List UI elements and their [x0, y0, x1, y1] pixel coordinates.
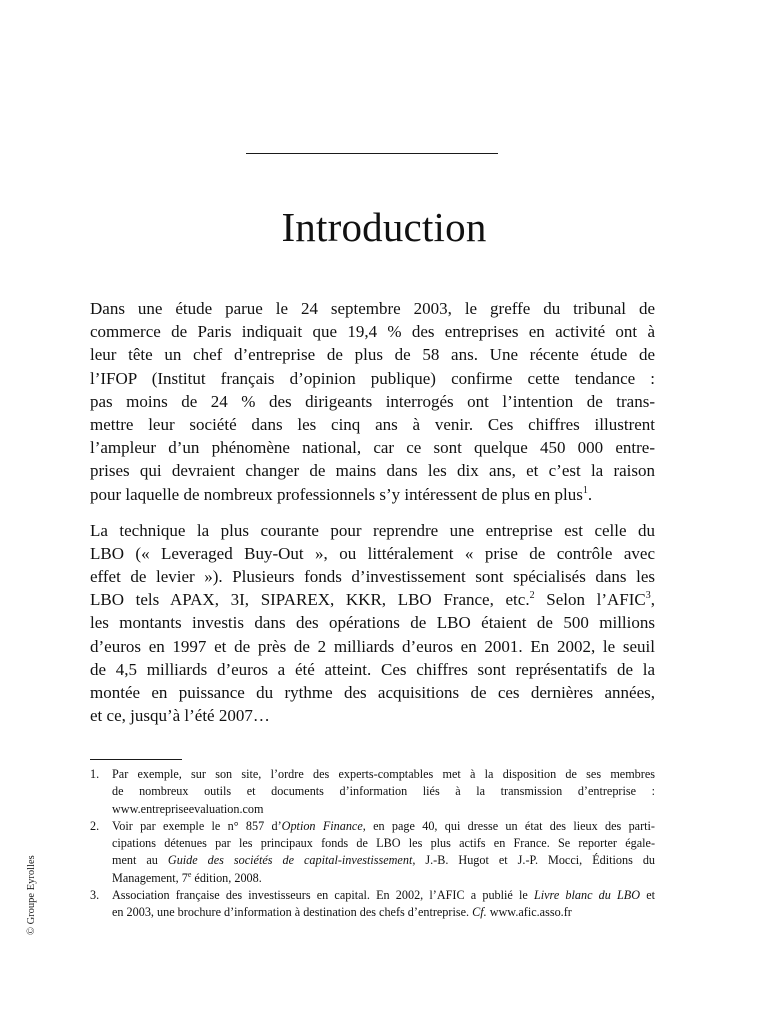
footnote-3	[90, 887, 655, 922]
footnote-text: et	[640, 888, 656, 903]
text-line: de 4,5 milliards d’euros a été atteint. Ces chiffres sont représentatifs de la	[90, 659, 655, 679]
footnote-text: Voir par exemple le n° 857 d’	[112, 818, 282, 833]
footnote-text: , J.-B. Hugot et J.-P. Mocci, Éditions du	[412, 853, 656, 868]
text-line-content: pour laquelle de nombreux professionnels s’y intéressent de plus en plus	[90, 484, 583, 504]
footnote-1	[90, 766, 655, 818]
text-line: pour laquelle de nombreux professionnels s’y intéressent de plus en plus$^1$.	[90, 484, 593, 504]
text-line-content: LBO tels APAX, 3I, SIPAREX, KKR, LBO France, etc.	[90, 590, 530, 610]
footnote-line: Par exemple, sur son site, l’ordre des experts-comptables met à la disposition de ses membres	[112, 767, 655, 781]
footnote-line	[112, 887, 655, 904]
footnote-text: Management, 7	[112, 870, 188, 885]
title-top-rule	[246, 153, 498, 154]
footnote-text: ment au	[112, 853, 168, 868]
footnote-2	[90, 818, 655, 887]
text-line: d’euros en 1997 et de près de 2 milliards d’euros en 2001. En 2002, le seuil	[90, 636, 655, 656]
footnote-link[interactable]: www.afic.asso.fr	[486, 905, 572, 920]
text-line: Dans une étude parue le 24 septembre 2003, le greffe du tribunal de	[90, 299, 655, 318]
paragraph-1	[90, 297, 655, 506]
footnote-abbrev: Cf.	[472, 905, 487, 920]
footnotes	[90, 766, 655, 922]
footnote-text: Association française des investisseurs en capital. En 2002, l’AFIC a publié le	[112, 888, 534, 903]
footnote-ref-1[interactable]: 1	[582, 484, 588, 496]
footnote-ref-2[interactable]: 2	[529, 590, 535, 602]
page-title: Introduction	[281, 204, 487, 250]
text-line: les montants investis dans des opérations de LBO étaient de 500 millions	[90, 613, 655, 633]
text-line: montée en puissance du rythme des acquisitions de ces dernières années,	[90, 683, 655, 702]
footnote-title: Guide des sociétés de capital-investissement	[167, 853, 413, 868]
text-line: et ce, jusqu’à l’été 2007…	[90, 706, 270, 726]
footnote-title: Livre blanc du LBO	[533, 888, 641, 903]
text-line-content: Selon l’AFIC	[534, 590, 646, 610]
footnote-text: édition, 2008.	[191, 870, 262, 885]
footnote-number: 2.	[90, 818, 100, 833]
text-line: mettre leur société dans les cinq ans à venir. Ces chiffres illustrent	[90, 414, 655, 434]
footnote-link[interactable]: www.entrepriseevaluation.com	[112, 801, 264, 816]
footnote-line	[112, 818, 655, 835]
footnote-text: , en page 40, qui dresse un état des lieux des parti-	[362, 818, 655, 833]
text-line	[90, 588, 655, 611]
text-line: l’IFOP (Institut français d’opinion publique) confirme cette tendance :	[90, 368, 655, 388]
footnote-number: 1.	[90, 767, 100, 781]
text-line: l’ampleur d’un phénomène national, car ce sont quelque 450 000 entre-	[90, 438, 655, 458]
text-line-content: ,	[650, 590, 655, 610]
footnote-line	[112, 904, 655, 921]
text-line: leur tête un chef d’entreprise de plus de 58 ans. Une récente étude de	[90, 345, 655, 365]
text-line: effet de levier »). Plusieurs fonds d’investissement sont spécialisés dans les	[90, 567, 655, 587]
footnote-line	[112, 852, 655, 869]
footnote-ref-3[interactable]: 3	[645, 590, 651, 602]
footnote-separator	[90, 759, 182, 760]
text-line: LBO (« Leveraged Buy-Out », ou littéralement « prise de contrôle avec	[90, 543, 655, 563]
footnote-line	[112, 870, 655, 887]
paragraph-2	[90, 519, 655, 728]
footnote-title: Option Finance	[281, 818, 363, 833]
footnote-text: en 2003, une brochure d’information à destination des chefs d’entreprise.	[112, 905, 473, 920]
footnote-line: cipations détenues par les principaux fonds de LBO les plus actifs en France. Se reporter égale-	[112, 836, 655, 851]
footnote-number: 3.	[90, 888, 100, 903]
text-line: La technique la plus courante pour reprendre une entreprise est celle du	[90, 520, 655, 540]
body-text	[90, 297, 655, 727]
copyright-credit: © Groupe Eyrolles	[26, 855, 37, 935]
text-line: commerce de Paris indiquait que 19,4 % des entreprises en activité ont à	[90, 322, 655, 342]
ordinal-superscript: e	[187, 869, 192, 879]
text-line: prises qui devraient changer de mains dans les dix ans, et c’est la raison	[90, 461, 655, 481]
footnote-line: de nombreux outils et documents d’information liés à la transmission d’entreprise :	[112, 784, 655, 799]
text-line: pas moins de 24 % des dirigeants interrogés ont l’intention de trans-	[90, 391, 655, 411]
